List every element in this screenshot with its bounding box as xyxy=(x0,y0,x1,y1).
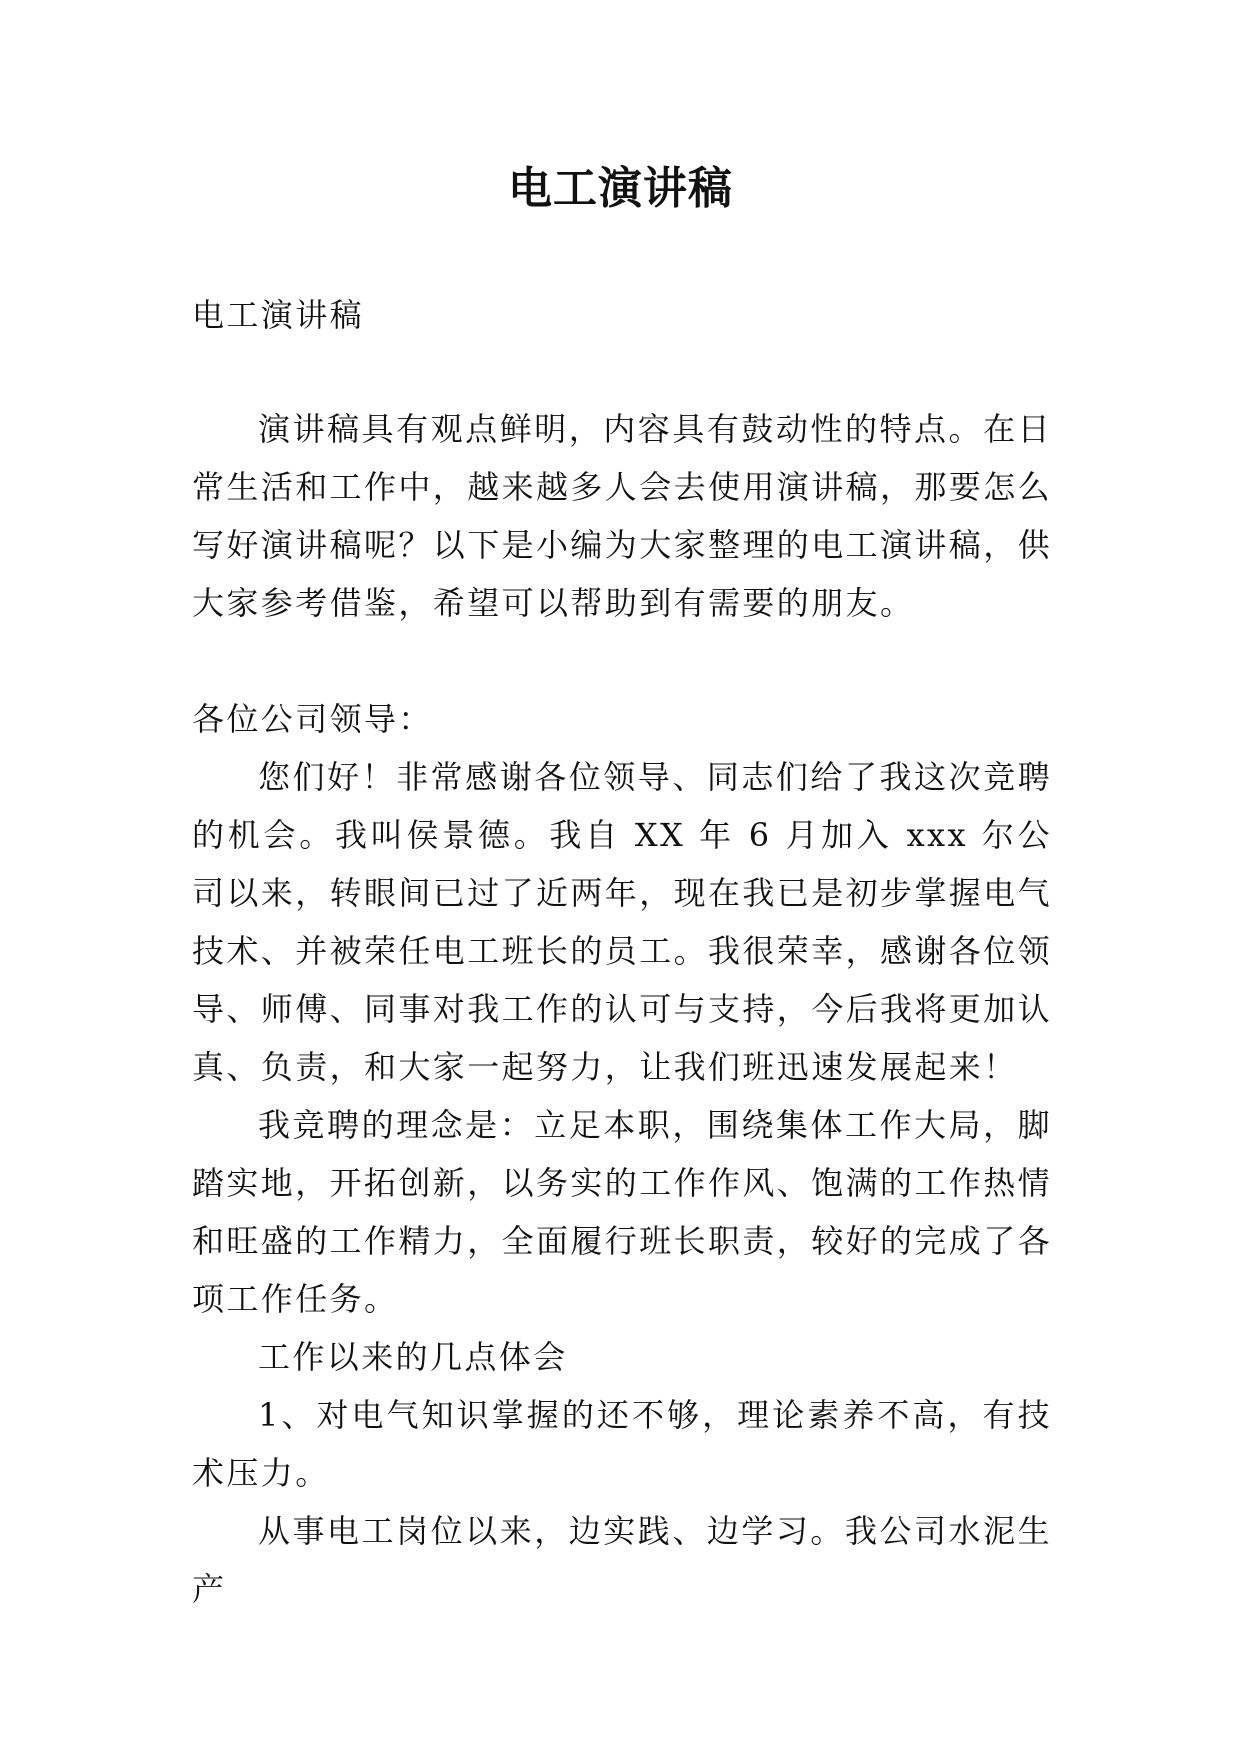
body-heading: 电工演讲稿 xyxy=(192,296,365,334)
document-body xyxy=(192,286,1052,1618)
greeting-paragraph: 您们好！非常感谢各位领导、同志们给了我这次竞聘的机会。我叫侯景德。我自 XX 年 6 月加入 xxx 尔公司以来，转眼间已过了近两年，现在我已是初步掌握电气技术、并被荣任电工班长的员工。我很荣幸，感谢各位领导、师傅、同事对我工作的认可与支持，今后我将更加认真、负责，和大家一起努力，让我们班迅速发展起来！ xyxy=(192,758,1053,1086)
numbered-point-1: 1、对电气知识掌握的还不够，理论素养不高，有技术压力。 xyxy=(192,1396,1052,1492)
section-heading: 工作以来的几点体会 xyxy=(258,1338,568,1376)
concept-paragraph: 我竞聘的理念是：立足本职，围绕集体工作大局，脚踏实地，开拓创新，以务实的工作作风、饱满的工作热情和旺盛的工作精力，全面履行班长职责，较好的完成了各项工作任务。 xyxy=(192,1106,1053,1318)
document-title: 电工演讲稿 xyxy=(508,163,733,214)
salutation: 各位公司领导： xyxy=(192,700,433,738)
practice-paragraph: 从事电工岗位以来，边实践、边学习。我公司水泥生产 xyxy=(192,1512,1052,1608)
intro-paragraph: 演讲稿具有观点鲜明，内容具有鼓动性的特点。在日常生活和工作中，越来越多人会去使用演讲稿，那要怎么写好演讲稿呢？以下是小编为大家整理的电工演讲稿，供大家参考借鉴，希望可以帮助到有需要的朋友。 xyxy=(192,410,1053,622)
